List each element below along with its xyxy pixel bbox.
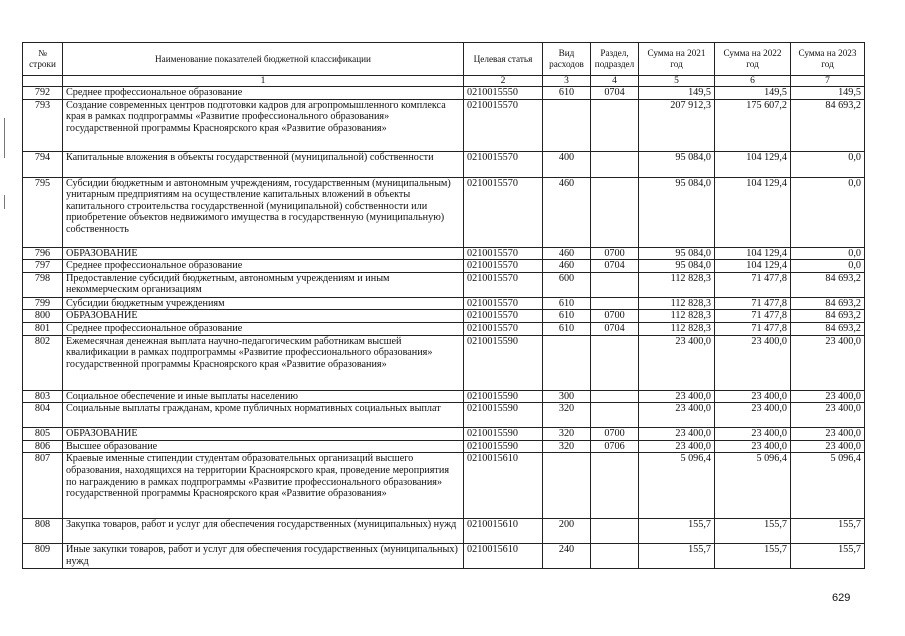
row-number-cell: 804 bbox=[23, 403, 63, 428]
target-article-cell: 0210015570 bbox=[464, 247, 543, 260]
expense-type-cell: 460 bbox=[543, 260, 591, 273]
target-article-cell: 0210015570 bbox=[464, 260, 543, 273]
column-number: 5 bbox=[639, 76, 715, 87]
table-row bbox=[23, 177, 865, 247]
header-row bbox=[23, 43, 865, 76]
section-cell bbox=[591, 177, 639, 247]
sum-2022-cell: 149,5 bbox=[715, 87, 791, 100]
budget-table bbox=[22, 42, 865, 569]
sum-2021-cell: 95 084,0 bbox=[639, 260, 715, 273]
sum-2023-cell: 0,0 bbox=[791, 151, 865, 177]
indicator-name-cell: Закупка товаров, работ и услуг для обеспечения государственных (муниципальных) нужд bbox=[63, 519, 464, 544]
row-number-cell: 793 bbox=[23, 99, 63, 151]
sum-2023-cell: 23 400,0 bbox=[791, 390, 865, 403]
target-article-cell: 0210015610 bbox=[464, 544, 543, 569]
target-article-cell: 0210015570 bbox=[464, 297, 543, 310]
indicator-name-cell: Высшее образование bbox=[63, 440, 464, 453]
table-row bbox=[23, 335, 865, 390]
column-number: 4 bbox=[591, 76, 639, 87]
sum-2022-cell: 23 400,0 bbox=[715, 335, 791, 390]
sum-2022-cell: 23 400,0 bbox=[715, 390, 791, 403]
table-row bbox=[23, 297, 865, 310]
row-number-cell: 795 bbox=[23, 177, 63, 247]
header-row-number: № строки bbox=[23, 43, 63, 76]
expense-type-cell: 200 bbox=[543, 519, 591, 544]
section-cell bbox=[591, 403, 639, 428]
indicator-name-cell: Субсидии бюджетным и автономным учреждениям, государственным (муниципальным) унитарным предприятиям на осуществление капитальных вложений в объекты капитального строительства государственной (муниципальной) собственности или приобретение объектов недвижимого имущества в государственную (муниципальную) собственность bbox=[63, 177, 464, 247]
margin-mark bbox=[4, 195, 5, 209]
expense-type-cell: 300 bbox=[543, 390, 591, 403]
section-cell bbox=[591, 453, 639, 519]
column-number-row bbox=[23, 76, 865, 87]
target-article-cell: 0210015610 bbox=[464, 453, 543, 519]
row-number-cell: 808 bbox=[23, 519, 63, 544]
indicator-name-cell: Капитальные вложения в объекты государственной (муниципальной) собственности bbox=[63, 151, 464, 177]
expense-type-cell: 610 bbox=[543, 322, 591, 335]
table-row bbox=[23, 544, 865, 569]
table-row bbox=[23, 99, 865, 151]
expense-type-cell: 610 bbox=[543, 310, 591, 323]
table-row bbox=[23, 453, 865, 519]
sum-2023-cell: 84 693,2 bbox=[791, 297, 865, 310]
sum-2022-cell: 175 607,2 bbox=[715, 99, 791, 151]
table-row bbox=[23, 310, 865, 323]
table-row bbox=[23, 260, 865, 273]
sum-2023-cell: 155,7 bbox=[791, 519, 865, 544]
sum-2022-cell: 155,7 bbox=[715, 519, 791, 544]
sum-2023-cell: 149,5 bbox=[791, 87, 865, 100]
sum-2021-cell: 95 084,0 bbox=[639, 151, 715, 177]
table-row bbox=[23, 87, 865, 100]
sum-2023-cell: 84 693,2 bbox=[791, 322, 865, 335]
target-article-cell: 0210015610 bbox=[464, 519, 543, 544]
sum-2023-cell: 23 400,0 bbox=[791, 403, 865, 428]
sum-2023-cell: 23 400,0 bbox=[791, 335, 865, 390]
row-number-cell: 796 bbox=[23, 247, 63, 260]
row-number-cell: 801 bbox=[23, 322, 63, 335]
table-row bbox=[23, 440, 865, 453]
sum-2021-cell: 23 400,0 bbox=[639, 440, 715, 453]
indicator-name-cell: Социальное обеспечение и иные выплаты населению bbox=[63, 390, 464, 403]
section-cell: 0700 bbox=[591, 310, 639, 323]
row-number-cell: 803 bbox=[23, 390, 63, 403]
target-article-cell: 0210015590 bbox=[464, 440, 543, 453]
indicator-name-cell: Краевые именные стипендии студентам образовательных организаций высшего образования, находящихся на территории Красноярского края, проведение мероприятия по награждению в рамках подпрограммы «Развитие профессионального образования» государственной программы Красноярского края «Развитие образования» bbox=[63, 453, 464, 519]
sum-2021-cell: 23 400,0 bbox=[639, 403, 715, 428]
row-number-cell: 792 bbox=[23, 87, 63, 100]
header-target-article: Целевая статья bbox=[464, 43, 543, 76]
sum-2022-cell: 23 400,0 bbox=[715, 428, 791, 441]
sum-2021-cell: 5 096,4 bbox=[639, 453, 715, 519]
column-number: 6 bbox=[715, 76, 791, 87]
header-expense-type: Вид расходов bbox=[543, 43, 591, 76]
row-number-cell: 802 bbox=[23, 335, 63, 390]
indicator-name-cell: ОБРАЗОВАНИЕ bbox=[63, 310, 464, 323]
section-cell: 0700 bbox=[591, 428, 639, 441]
sum-2023-cell: 84 693,2 bbox=[791, 310, 865, 323]
section-cell: 0704 bbox=[591, 260, 639, 273]
expense-type-cell: 320 bbox=[543, 440, 591, 453]
target-article-cell: 0210015570 bbox=[464, 322, 543, 335]
row-number-cell: 797 bbox=[23, 260, 63, 273]
expense-type-cell: 400 bbox=[543, 151, 591, 177]
expense-type-cell: 460 bbox=[543, 247, 591, 260]
column-number: 7 bbox=[791, 76, 865, 87]
sum-2022-cell: 104 129,4 bbox=[715, 247, 791, 260]
row-number-cell: 807 bbox=[23, 453, 63, 519]
target-article-cell: 0210015590 bbox=[464, 335, 543, 390]
section-cell: 0704 bbox=[591, 322, 639, 335]
table-row bbox=[23, 272, 865, 297]
target-article-cell: 0210015570 bbox=[464, 99, 543, 151]
table-row bbox=[23, 519, 865, 544]
sum-2021-cell: 95 084,0 bbox=[639, 247, 715, 260]
sum-2023-cell: 0,0 bbox=[791, 247, 865, 260]
header-sum-2023: Сумма на 2023 год bbox=[791, 43, 865, 76]
row-number-cell: 809 bbox=[23, 544, 63, 569]
sum-2021-cell: 207 912,3 bbox=[639, 99, 715, 151]
section-cell bbox=[591, 151, 639, 177]
indicator-name-cell: Субсидии бюджетным учреждениям bbox=[63, 297, 464, 310]
sum-2021-cell: 112 828,3 bbox=[639, 310, 715, 323]
expense-type-cell: 320 bbox=[543, 403, 591, 428]
sum-2023-cell: 84 693,2 bbox=[791, 99, 865, 151]
sum-2023-cell: 0,0 bbox=[791, 177, 865, 247]
expense-type-cell bbox=[543, 99, 591, 151]
sum-2022-cell: 104 129,4 bbox=[715, 151, 791, 177]
table-body bbox=[23, 87, 865, 569]
header-sum-2021: Сумма на 2021 год bbox=[639, 43, 715, 76]
sum-2022-cell: 71 477,8 bbox=[715, 297, 791, 310]
sum-2021-cell: 95 084,0 bbox=[639, 177, 715, 247]
target-article-cell: 0210015570 bbox=[464, 310, 543, 323]
row-number-cell: 794 bbox=[23, 151, 63, 177]
target-article-cell: 0210015590 bbox=[464, 403, 543, 428]
header-indicator-name: Наименование показателей бюджетной классификации bbox=[63, 43, 464, 76]
sum-2021-cell: 112 828,3 bbox=[639, 297, 715, 310]
sum-2022-cell: 23 400,0 bbox=[715, 403, 791, 428]
section-cell bbox=[591, 297, 639, 310]
margin-mark bbox=[4, 118, 5, 158]
indicator-name-cell: Среднее профессиональное образование bbox=[63, 260, 464, 273]
target-article-cell: 0210015590 bbox=[464, 428, 543, 441]
indicator-name-cell: Среднее профессиональное образование bbox=[63, 322, 464, 335]
column-number: 1 bbox=[63, 76, 464, 87]
expense-type-cell bbox=[543, 335, 591, 390]
table-row bbox=[23, 247, 865, 260]
section-cell bbox=[591, 335, 639, 390]
sum-2023-cell: 84 693,2 bbox=[791, 272, 865, 297]
section-cell: 0700 bbox=[591, 247, 639, 260]
section-cell bbox=[591, 272, 639, 297]
section-cell bbox=[591, 390, 639, 403]
target-article-cell: 0210015550 bbox=[464, 87, 543, 100]
sum-2021-cell: 23 400,0 bbox=[639, 335, 715, 390]
header-sum-2022: Сумма на 2022 год bbox=[715, 43, 791, 76]
sum-2021-cell: 155,7 bbox=[639, 544, 715, 569]
expense-type-cell: 610 bbox=[543, 87, 591, 100]
column-number bbox=[23, 76, 63, 87]
sum-2021-cell: 112 828,3 bbox=[639, 322, 715, 335]
sum-2022-cell: 104 129,4 bbox=[715, 177, 791, 247]
sum-2021-cell: 155,7 bbox=[639, 519, 715, 544]
target-article-cell: 0210015570 bbox=[464, 177, 543, 247]
column-number: 2 bbox=[464, 76, 543, 87]
indicator-name-cell: Предоставление субсидий бюджетным, автономным учреждениям и иным некоммерческим организациям bbox=[63, 272, 464, 297]
sum-2023-cell: 155,7 bbox=[791, 544, 865, 569]
row-number-cell: 806 bbox=[23, 440, 63, 453]
table-row bbox=[23, 390, 865, 403]
target-article-cell: 0210015570 bbox=[464, 272, 543, 297]
indicator-name-cell: Создание современных центров подготовки кадров для агропромышленного комплекса края в рамках подпрограммы «Развитие профессионального образования» государственной программы Красноярского края «Развитие образования» bbox=[63, 99, 464, 151]
row-number-cell: 799 bbox=[23, 297, 63, 310]
expense-type-cell: 320 bbox=[543, 428, 591, 441]
section-cell bbox=[591, 99, 639, 151]
section-cell: 0704 bbox=[591, 87, 639, 100]
sum-2022-cell: 23 400,0 bbox=[715, 440, 791, 453]
sum-2021-cell: 23 400,0 bbox=[639, 390, 715, 403]
page-number: 629 bbox=[832, 592, 851, 604]
sum-2021-cell: 112 828,3 bbox=[639, 272, 715, 297]
target-article-cell: 0210015570 bbox=[464, 151, 543, 177]
expense-type-cell: 460 bbox=[543, 177, 591, 247]
indicator-name-cell: Иные закупки товаров, работ и услуг для обеспечения государственных (муниципальных) нужд bbox=[63, 544, 464, 569]
expense-type-cell: 240 bbox=[543, 544, 591, 569]
sum-2023-cell: 5 096,4 bbox=[791, 453, 865, 519]
expense-type-cell: 600 bbox=[543, 272, 591, 297]
sum-2022-cell: 104 129,4 bbox=[715, 260, 791, 273]
row-number-cell: 805 bbox=[23, 428, 63, 441]
indicator-name-cell: ОБРАЗОВАНИЕ bbox=[63, 247, 464, 260]
section-cell: 0706 bbox=[591, 440, 639, 453]
table-row bbox=[23, 322, 865, 335]
section-cell bbox=[591, 519, 639, 544]
indicator-name-cell: Ежемесячная денежная выплата научно-педагогическим работникам высшей квалификации в рамках подпрограммы «Развитие профессионального образования» государственной программы Красноярского края «Развитие образования» bbox=[63, 335, 464, 390]
table-row bbox=[23, 428, 865, 441]
header-section: Раздел, подраздел bbox=[591, 43, 639, 76]
indicator-name-cell: ОБРАЗОВАНИЕ bbox=[63, 428, 464, 441]
sum-2023-cell: 0,0 bbox=[791, 260, 865, 273]
sum-2023-cell: 23 400,0 bbox=[791, 428, 865, 441]
indicator-name-cell: Среднее профессиональное образование bbox=[63, 87, 464, 100]
row-number-cell: 798 bbox=[23, 272, 63, 297]
sum-2023-cell: 23 400,0 bbox=[791, 440, 865, 453]
sum-2022-cell: 71 477,8 bbox=[715, 322, 791, 335]
sum-2022-cell: 71 477,8 bbox=[715, 310, 791, 323]
sum-2021-cell: 23 400,0 bbox=[639, 428, 715, 441]
section-cell bbox=[591, 544, 639, 569]
indicator-name-cell: Социальные выплаты гражданам, кроме публичных нормативных социальных выплат bbox=[63, 403, 464, 428]
sum-2022-cell: 5 096,4 bbox=[715, 453, 791, 519]
target-article-cell: 0210015590 bbox=[464, 390, 543, 403]
row-number-cell: 800 bbox=[23, 310, 63, 323]
expense-type-cell: 610 bbox=[543, 297, 591, 310]
sum-2022-cell: 155,7 bbox=[715, 544, 791, 569]
table-row bbox=[23, 151, 865, 177]
table-row bbox=[23, 403, 865, 428]
sum-2022-cell: 71 477,8 bbox=[715, 272, 791, 297]
sum-2021-cell: 149,5 bbox=[639, 87, 715, 100]
expense-type-cell bbox=[543, 453, 591, 519]
column-number: 3 bbox=[543, 76, 591, 87]
